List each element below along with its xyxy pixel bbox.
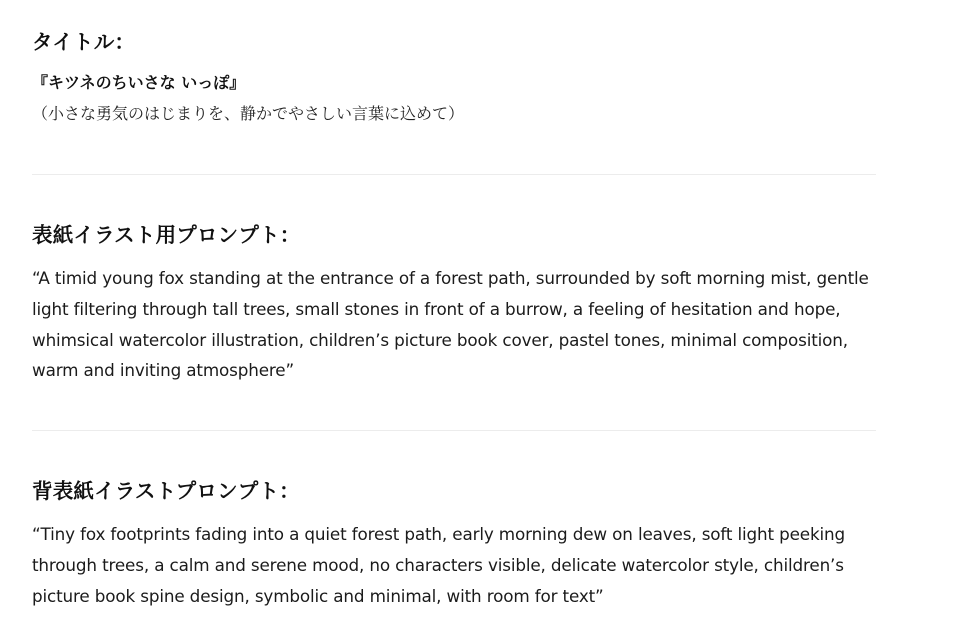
title-section (32, 0, 876, 125)
section-heading-cover-prompt: 表紙イラスト用プロンプト： (32, 223, 301, 247)
cover-prompt-text: “A timid young fox standing at the entrance of a forest path, surrounded by soft morning mist, gentle light filtering through tall trees, small stones in front of a burrow, a feeling of hesitation and hope, whimsical watercolor illustration, children’s picture book cover, pastel tones, minimal composition, warm and inviting atmosphere” (32, 268, 869, 381)
section-heading-spine-prompt: 背表紙イラストプロンプト： (32, 479, 300, 504)
spine-prompt-section (32, 431, 876, 611)
spine-prompt-text: “Tiny fox footprints fading into a quiet forest path, early morning dew on leaves, soft light peeking through trees, a calm and serene mood, no characters visible, delicate watercolor style, children’s picture book spine design, symbolic and minimal, with room for text” (32, 524, 846, 606)
book-title: 『キツネのちいさな いっぽ』 (32, 73, 246, 92)
book-subtitle: （小さな勇気のはじまりを、静かでやさしい言葉に込めて） (32, 104, 465, 123)
cover-prompt-section (32, 175, 876, 386)
section-heading-title: タイトル： (32, 30, 136, 54)
document-content (32, 0, 876, 612)
